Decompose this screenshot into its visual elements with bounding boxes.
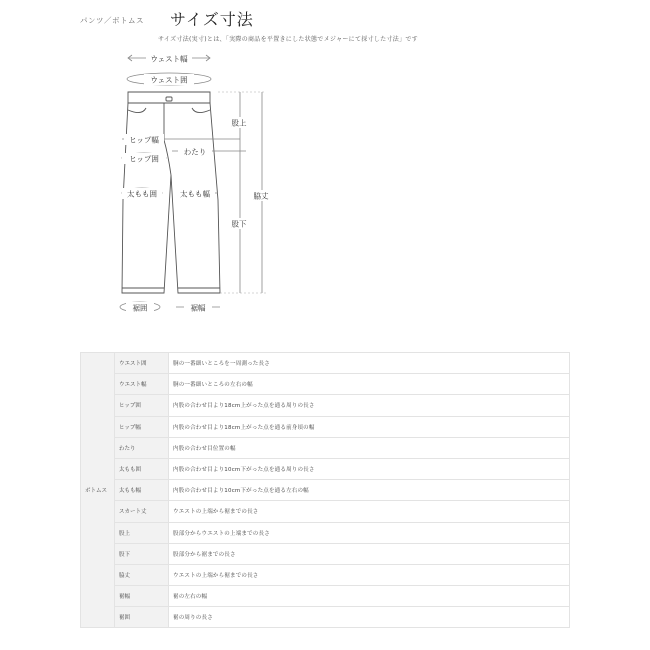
breadcrumb[interactable]: パンツ／ボトムス: [80, 16, 144, 25]
size-definition-table: [80, 352, 570, 628]
term-cell: 太もも囲: [115, 458, 169, 479]
label-hip-circ: ヒップ囲: [129, 154, 159, 164]
term-cell: 裾囲: [115, 607, 169, 628]
term-cell: ウエスト幅: [115, 374, 169, 395]
definition-cell: 内股の合わせ目より10cm下がった点を通る左右の幅: [169, 480, 570, 501]
term-cell: ヒップ囲: [115, 395, 169, 416]
definition-cell: 裾の周りの長さ: [169, 607, 570, 628]
table-row: [81, 395, 570, 416]
label-hem-width: 裾幅: [190, 303, 206, 313]
term-cell: 股上: [115, 522, 169, 543]
page-title: サイズ寸法: [170, 10, 254, 29]
term-cell: 裾幅: [115, 586, 169, 607]
definition-cell: ウエストの上端から裾までの長さ: [169, 564, 570, 585]
label-waist-circ: ウェスト囲: [150, 75, 188, 85]
label-rise: 股上: [231, 118, 247, 128]
definition-cell: 胴の一番細いところを一周測った長さ: [169, 353, 570, 374]
table-row: [81, 522, 570, 543]
table-row: [81, 607, 570, 628]
term-cell: 脇丈: [115, 564, 169, 585]
label-thigh-width: 太もも幅: [180, 189, 210, 199]
label-hip-width: ヒップ幅: [129, 135, 159, 145]
term-cell: ウエスト囲: [115, 353, 169, 374]
page-header: [80, 8, 254, 30]
table-row: [81, 437, 570, 458]
table-row: [81, 480, 570, 501]
label-thigh-circ: 太もも囲: [127, 189, 157, 199]
label-waist-width: ウェスト幅: [150, 54, 188, 64]
definition-cell: 裾の左右の幅: [169, 586, 570, 607]
label-outseam: 脇丈: [253, 191, 269, 201]
definition-cell: ウエストの上端から裾までの長さ: [169, 501, 570, 522]
term-cell: 太もも幅: [115, 480, 169, 501]
term-cell: ヒップ幅: [115, 416, 169, 437]
description-text: サイズ寸法(実寸)とは、「実際の商品を平置きにした状態でメジャーにて採寸した寸法」です: [158, 36, 418, 43]
term-cell: 股下: [115, 543, 169, 564]
definition-cell: 内股の合わせ目より18cm上がった点を通る周りの長さ: [169, 395, 570, 416]
table-row: [81, 543, 570, 564]
table-row: [81, 586, 570, 607]
definition-cell: 内股の合わせ目位置の幅: [169, 437, 570, 458]
definition-cell: 内股の合わせ目より18cm上がった点を通る前身頃の幅: [169, 416, 570, 437]
definition-cell: 股部分から裾までの長さ: [169, 543, 570, 564]
table-row: [81, 353, 570, 374]
pants-size-diagram: [108, 50, 298, 320]
term-cell: スカート丈: [115, 501, 169, 522]
label-inseam: 股下: [231, 219, 247, 229]
label-watari: わたり: [183, 147, 207, 157]
table-row: [81, 564, 570, 585]
label-hem-circ: 裾囲: [132, 303, 148, 313]
table-row: [81, 458, 570, 479]
definition-cell: 胴の一番細いところの左右の幅: [169, 374, 570, 395]
table-row: [81, 374, 570, 395]
term-cell: わたり: [115, 437, 169, 458]
definition-cell: 内股の合わせ目より10cm下がった点を通る周りの長さ: [169, 458, 570, 479]
category-cell: ボトムス: [81, 353, 115, 628]
definition-cell: 股部分からウエストの上端までの長さ: [169, 522, 570, 543]
table-row: [81, 501, 570, 522]
table-row: [81, 416, 570, 437]
